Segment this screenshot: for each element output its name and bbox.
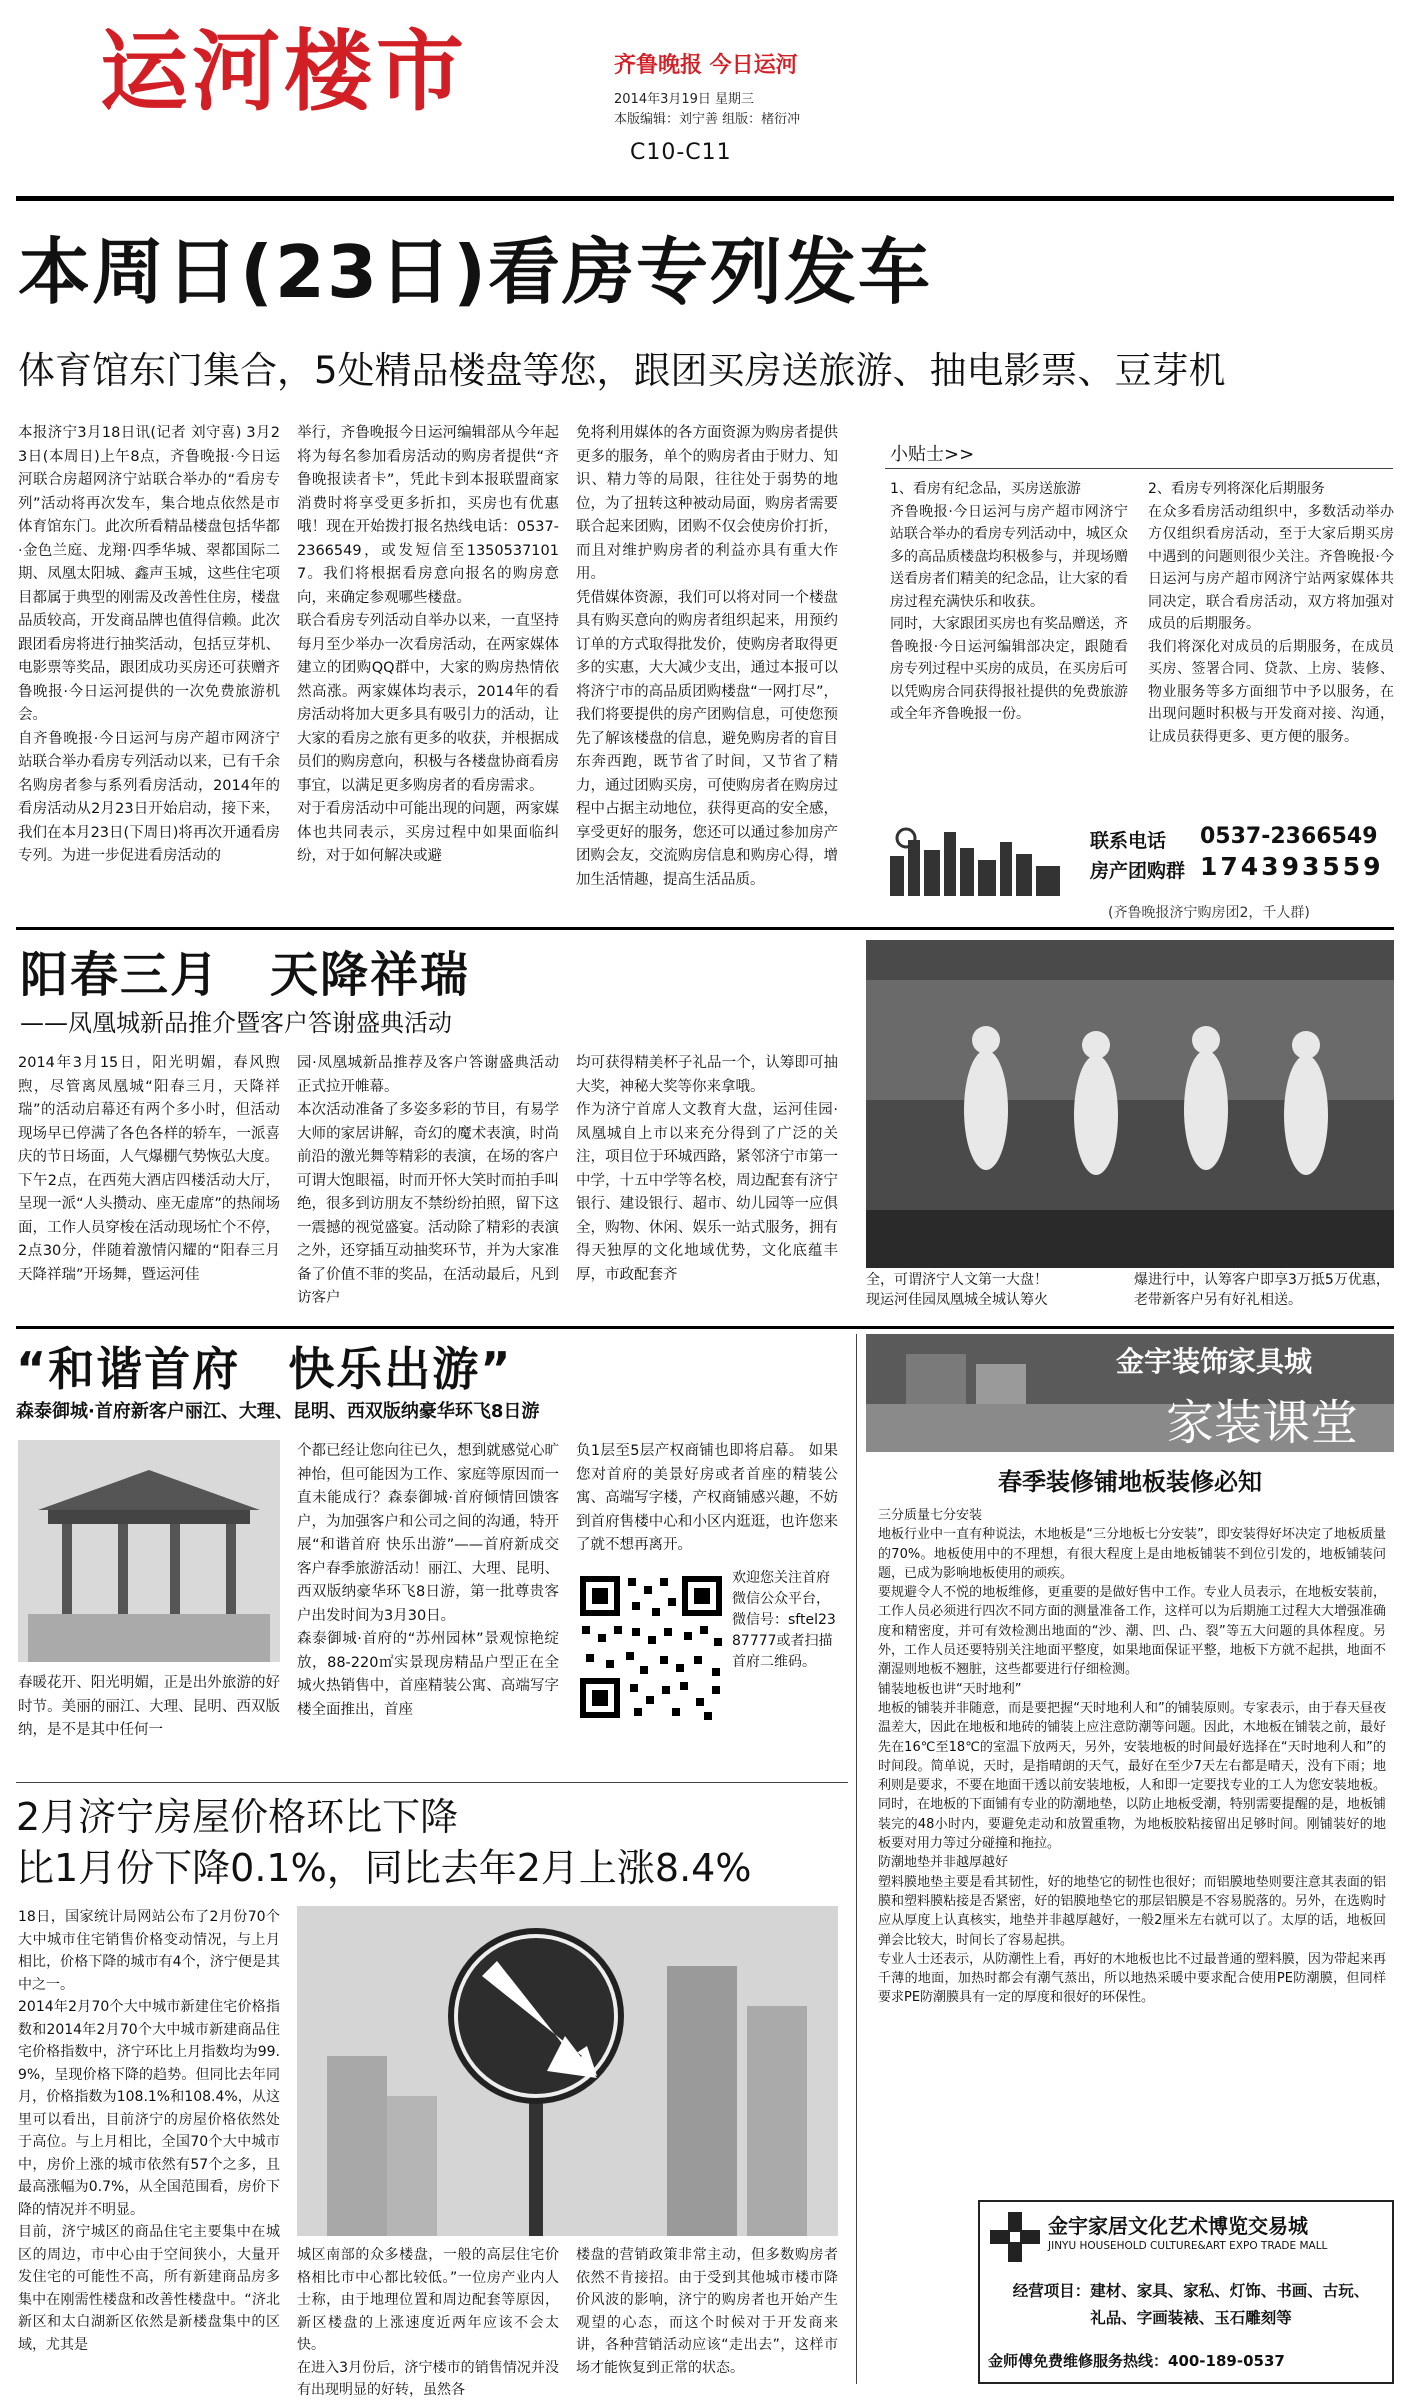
spring-caption-right: 爆进行中，认筹客户即享3万抵5万优惠，老带新客户另有好礼相送。 [1134,1272,1390,1308]
qr-block [576,1568,838,1768]
price-title-1: 2月济宁房屋价格环比下降 [16,1795,459,1839]
travel-divider [16,1782,848,1783]
lead-column-3: 免将利用媒体的各方面资源为购房者提供更多的服务，单个的购房者由于财力、知识、精力等的局限，往往处于弱势的地位，为了扭转这种被动局面，购房者需要联合起来团购，团购不仅会使房价打折，而且对维护购房者的利益亦具有重大作用。 凭借媒体资源，我们可以将对同一个楼盘具有购买意向的购房者组织起来，用预约订单的方式取得批发价，使购房者取得更多的实惠，大大减少支出，通过本报可以将济宁市的高品质团购楼盘“一网打尽”，我们将要提供的房产团购信息，可使您预先了解该楼盘的信息，避免购房者的盲目东奔西跑，既节省了时间，又节省了精力，通过团购买房，可使购房者在购房过程中占据主动地位，获得更高的安全感，享受更好的服务，您还可以通过参加房产团购会友，交流购房信息和购房心得，增加生活情趣，提高生活品质。 [576,425,838,888]
spring-subtitle: ——凤凰城新品推介暨客户答谢盛典活动 [20,1009,452,1037]
contact-label: 联系电话 [1090,830,1167,852]
expo-title: 金宇家居文化艺术博览交易城 [1048,2214,1308,2238]
road-sign-illustration [297,1906,838,2236]
dance-performance-photo [866,940,1394,1268]
lead-headline: 本周日(23日)看房专列发车 [18,230,933,314]
right-column-divider [856,1334,857,2384]
deco-banner [866,1334,1394,1452]
spring-title: 阳春三月 天降祥瑞 [20,947,471,1003]
tips-title: 小贴士>> [890,444,975,465]
group-number: 174393559 [1200,852,1384,881]
contact-phone: 0537-2366549 [1200,824,1378,849]
pavilion-illustration [18,1440,280,1662]
expo-ad [978,2200,1394,2384]
travel-column-3: 负1层至5层产权商铺也即将启幕。 如果您对首府的美景好房或者首座的精装公寓、高端写字楼，产权商铺感兴趣，不妨到首府售楼中心和小区内逛逛，也许您来了就不想再离开。 [576,1443,838,1553]
spring-column-2: 园·凤凰城新品推荐及客户答谢盛典活动正式拉开帷幕。 本次活动准备了多姿多彩的节目，有易学大师的家居讲解，奇幻的魔术表演，时尚前沿的激光舞等精彩的表演，在场的客户可谓大饱眼福，时而开怀大笑时而拍手叫绝，很多到访朋友不禁纷纷拍照，留下这一震撼的视觉盛宴。活动除了精彩的表演之外，还穿插互动抽奖环节，并为大家准备了价值不菲的奖品，在活动最后，凡到访客户 [297,1055,559,1306]
banner-title: 家装课堂 [1166,1395,1359,1451]
group-label: 房产团购群 [1090,860,1186,882]
expo-items: 经营项目：建材、家具、家私、灯饰、书画、古玩、礼品、字画装裱、玉石雕刻等 [1012,2282,1370,2327]
city-skyline-icon [890,826,1070,896]
price-column-3: 楼盘的营销政策非常主动，但多数购房者依然不肯接招。由于受到其他城市楼市降价风波的影响，济宁的购房者也开始产生观望的心态，而这个时候对于开发商来讲，各种营销活动应该“走出去”，这样市场才能恢复到正常的状态。 [576,2247,838,2376]
spring-column-1: 2014年3月15日，阳光明媚，春风煦煦，尽管离凤凰城“阳春三月，天降祥瑞”的活动启幕还有两个多小时，但活动现场早已停满了各色各样的轿车，一派喜庆的节日场面，人气爆棚气势恢弘大度。 下午2点，在西苑大酒店四楼活动大厅，呈现一派“人头攒动、座无虚席”的热闹场面，工作人员穿梭在活动现场忙个不停，2点30分，伴随着激情闪耀的“阳春三月天降祥瑞”开场舞，暨运河佳 [18,1055,280,1283]
travel-column-2: 个都已经让您向往已久，想到就感觉心旷神怡，但可能因为工作、家庭等原因而一直未能成行？森泰御城·首府倾情回馈客户，为加强客户和公司之间的沟通，特开展“和谐首府 快乐出游”——首府新成交客户春季旅游活动！丽江、大理、昆明、西双版纳豪华环飞8日游，第一批尊贵客户出发时间为3月30日。 森泰御城·首府的“苏州园林”景观惊艳绽放，88-220㎡实景现房精品户型正在全城火热销售中，首座精装公寓、高端写字楼全面推出，首座 [297,1443,559,1718]
lead-column-2: 举行，齐鲁晚报今日运河编辑部从今年起将为每名参加看房活动的购房者提供“齐鲁晚报读者卡”，凭此卡到本报联盟商家消费时将享受更多折扣，买房也有优惠哦！现在开始拨打报名热线电话：0537-2366549，或发短信至13505371017。我们将根据看房意向报名的购房意向，来确定参观哪些楼盘。 联合看房专列活动自举办以来，一直坚持每月至少举办一次看房活动，在两家媒体建立的团购QQ群中，大家的购房热情依然高涨。两家媒体均表示，2014年的看房活动将加大更多具有吸引力的活动，让大家的看房之旅有更多的收获，并根据成员们的购房意向，积极与各楼盘协商看房事宜，以满足更多购房者的看房需求。 对于看房活动中可能出现的问题，两家媒体也共同表示，买房过程中如果面临纠纷，对于如何解决或避 [297,425,559,864]
tips-divider [885,468,1393,469]
banner-brand: 金宇装饰家具城 [1116,1345,1313,1378]
page-numbers: C10-C11 [630,140,732,165]
editors-line: 本版编辑：刘宁善 组版：楮衍冲 [614,112,801,127]
dancers-illustration [866,940,1394,1268]
deco-title: 春季装修铺地板装修必知 [998,1468,1262,1496]
price-column-2: 城区南部的众多楼盘，一般的高层住宅价格相比市中心都比较低。”一位房产业内人士称，由于地理位置和周边配套等原因，新区楼盘的上涨速度近两年应该不会太快。 在进入3月份后，济宁楼市的销售情况并没有出现明显的好转，虽然各 [297,2247,559,2398]
tip-2: 2、看房专列将深化后期服务 在众多看房活动组织中，多数活动举办方仅组织看房活动，至于大家后期买房中遇到的问题则很少关注。齐鲁晚报·今日运河与房产超市网济宁站两家媒体共同决定，联合看房活动，双方将加强对成员的后期服务。 我们将深化对成员的后期服务，在成员买房、签署合同、贷款、上房、装修、物业服务等多方面细节中予以服务，在出现问题时积极与开发商对接、沟通，让成员获得更多、更方便的服务。 [1148,481,1394,745]
spring-column-3: 均可获得精美杯子礼品一个，认筹即可抽大奖，神秘大奖等你来拿哦。 作为济宁首席人文教育大盘，运河佳园·凤凰城自上市以来充分得到了广泛的关注，项目位于环城西路，紧邻济宁市第一中学，十五中学等名校，周边配套有济宁银行、建设银行、超市、幼儿园等一应俱全，购物、休闲、娱乐一站式服务，拥有得天独厚的文化地域优势，文化底蕴丰厚，市政配套齐 [576,1055,838,1283]
price-column-1: 18日，国家统计局网站公布了2月份70个大中城市住宅销售价格变动情况，与上月相比，价格下降的城市有4个，济宁便是其中之一。 2014年2月70个大中城市新建住宅价格指数和2014年2月70个大中城市新建商品住宅价格指数中，济宁环比上月指数均为99.9%，呈现价格下降的趋势。但同比去年同月，价格指数为108.1%和108.4%，从这里可以看出，目前济宁的房屋价格依然处于高位。与上月相比，全国70个大中城市中，房价上涨的城市依然有57个之多，且最高涨幅为0.7%，从全国范围看，房价下降的情况并不明显。 目前，济宁城区的商品住宅主要集中在城区的周边，市中心由于空间狭小，大量开发住宅的可能性不高，所有新建商品房多集中在刚需性楼盘和改善性楼盘中。“济北新区和太白湖新区依然是新楼盘集中的区域，尤其是 [18,1909,280,2353]
expo-hotline: 金师傅免费维修服务热线：400-189-0537 [988,2352,1285,2370]
road-sign-photo [297,1906,838,2236]
section-rule-1 [16,927,1394,930]
lead-column-1: 本报济宁3月18日讯(记者 刘守喜) 3月23日(本周日)上午8点，齐鲁晚报·今日运河联合房超网济宁站联合举办的“看房专列”活动将再次发车，集合地点依然是市体育馆东门。此次所看精品楼盘包括华都·金色兰庭、龙翔·四季华城、翠都国际二期、凤凰太阳城、鑫声玉城，这些住宅项目都属于典型的刚需及改善性住房，楼盘品质较高，开发商品牌也值得信赖。此次跟团看房将进行抽奖活动，包括豆芽机、电影票等奖品，跟团成功买房还可获赠齐鲁晚报·今日运河提供的一次免费旅游机会。 自齐鲁晚报·今日运河与房产超市网济宁站联合举办看房专列活动以来，已有千余名购房者参与系列看房活动，2014年的看房活动从2月23日开始启动，接下来，我们在本月23日(下周日)将再次开通看房专列。为进一步促进看房活动的 [18,425,280,864]
newspaper-brand: 齐鲁晚报 今日运河 [614,53,798,78]
tip-1: 1、看房有纪念品，买房送旅游 齐鲁晚报·今日运河与房产超市网济宁站联合举办的看房专列活动中，城区众多的高品质楼盘均积极参与，并现场赠送看房者们精美的纪念品，让大家的看房过程充满快乐和收获。 同时，大家跟团买房也有奖品赠送，齐鲁晚报·今日运河编辑部决定，跟随看房专列过程中买房的成员，在买房后可以凭购房合同获得报社提供的免费旅游或全年齐鲁晚报一份。 [890,481,1128,722]
qr-note: 欢迎您关注首府微信公众平台，微信号：sftel2387777或者扫描首府二维码。 [732,1570,836,1670]
price-title-2: 比1月份下降0.1%，同比去年2月上涨8.4% [16,1846,752,1890]
travel-subtitle: 森泰御城·首府新客户丽江、大理、昆明、西双版纳豪华环飞8日游 [16,1401,540,1422]
section-rule-2 [16,1326,1394,1329]
travel-column-1: 春暖花开、阳光明媚，正是出外旅游的好时节。美丽的丽江、大理、昆明、西双版纳，是不是其中任何一 [18,1675,280,1738]
contact-box [890,820,1394,900]
masthead-title: 运河楼市 [100,20,469,123]
masthead-rule [16,196,1394,201]
qr-code-icon [576,1572,726,1722]
deco-body: 三分质量七分安装 地板行业中一直有种说法，木地板是“三分地板七分安装”，即安装得好坏决定了地板质量的70%。地板使用中的不理想，有很大程度上是由地板铺装不到位引发的，地板铺装问题，已成为影响地板使用的顽疾。 要规避令人不悦的地板维修，更重要的是做好售中工作。专业人员表示，在地板安装前，工作人员必须进行四次不同方面的测量准备工作，这样可以为后期施工过程大大增强准确度和精密度，并可有效检测出地面的“沙、潮、凹、凸、裂”等五大问题的具体程度。另外，工作人员还要特别关注地面平整度，如果地面保证平整，地板下方就不起拱，地面不潮湿则地板不翘脏，这些都要进行仔细检测。 铺装地板也讲“天时地利” 地板的铺装并非随意，而是要把握“天时地利人和”的铺装原则。专家表示，由于春天昼夜温差大，因此在地板和地砖的铺装上应注意防潮等问题。因此，木地板在铺装之前，最好先在16℃至18℃的室温下放两天，另外，安装地板的时间最好选择在“天时地利人和”的时间段。简单说，天时，是指晴朗的天气，最好在至少7天左右都是晴天，没有下雨；地利则是要求，不要在地面干透以前安装地板，人和即一定要找专业的工人为您安装地板。同时，在地板的下面铺有专业的防潮地垫，以防止地板受潮，特别需要提醒的是，地板铺装完的48小时内，要避免走动和放置重物，为地板胶粘接留出足够时间。刚铺装好的地板要对用力等过分碰撞和拖拉。 防潮地垫并非越厚越好 塑料膜地垫主要是看其韧性，好的地垫它的韧性也很好；而铝膜地垫则要注意其表面的铝膜和塑料膜粘接是否紧密，好的铝膜地垫它的那层铝膜是不容易脱落的。另外，在选购时应从厚度上认真核实，地垫并非越厚越好，一般2厘米左右就可以了。太厚的话，地板回弹会比较大，时间长了容易起拱。 专业人士还表示，从防潮性上看，再好的木地板也比不过最普通的塑料膜，因为带起来再千薄的地面，加热时都会有潮气蒸出，所以地热采暖中要求配合使用PE防潮膜，但同样要求PE防潮膜具有一定的厚度和很好的环保性。 [878,1508,1386,2006]
travel-title: “和谐首府 快乐出游” [16,1342,513,1396]
lead-subhead: 体育馆东门集合，5处精品楼盘等您，跟团买房送旅游、抽电影票、豆芽机 [18,349,1226,392]
pavilion-photo [18,1440,280,1662]
masthead-meta [614,90,800,130]
expo-english: JINYU HOUSEHOLD CULTURE&ART EXPO TRADE MALL [1048,2240,1328,2252]
expo-logo-icon [988,2210,1042,2264]
group-note: (齐鲁晚报济宁购房团2，千人群) [1108,905,1310,921]
spring-caption-left: 全，可谓济宁人文第一大盘！ 现运河佳园凤凰城全城认筹火 [866,1272,1048,1308]
issue-date: 2014年3月19日 星期三 [614,92,755,107]
